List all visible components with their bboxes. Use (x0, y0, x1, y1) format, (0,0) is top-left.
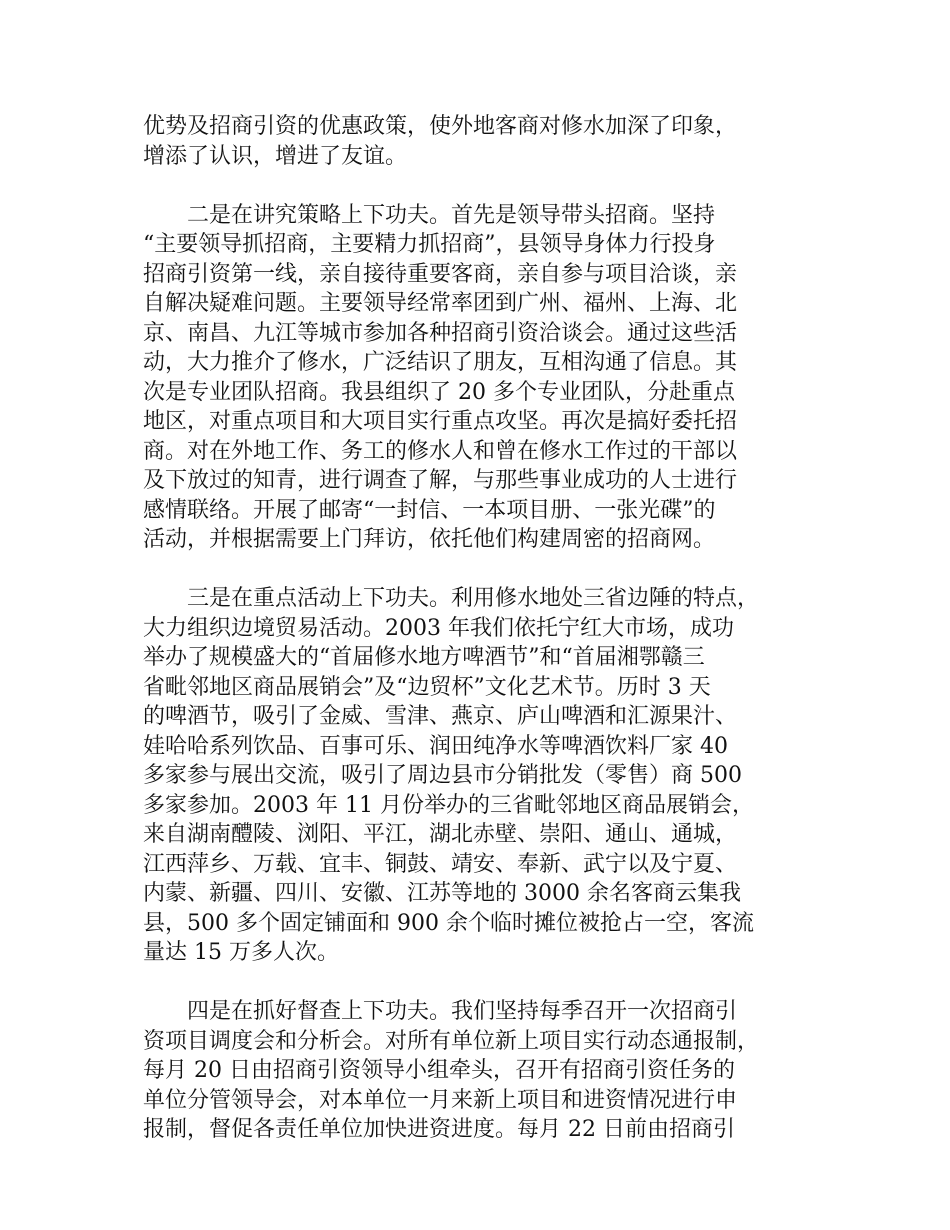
text-line: 动，大力推介了修水，广泛结识了朋友，互相沟通了信息。其 (143, 350, 738, 375)
text-line: 优势及招商引资的优惠政策，使外地客商对修水加深了印象， (143, 114, 738, 139)
text-line: 的啤酒节，吸引了金威、雪津、燕京、庐山啤酒和汇源果汁、 (143, 704, 738, 729)
paragraph-2 (143, 201, 823, 555)
text-line: 次是专业团队招商。我县组织了 20 多个专业团队，分赴重点 (143, 379, 735, 405)
text-line: 及下放过的知青，进行调查了解，与那些事业成功的人士进行 (143, 468, 738, 493)
text-line: 单位分管领导会，对本单位一月来新上项目和进资情况进行申 (143, 1087, 738, 1113)
text-line: 四是在抓好督查上下功夫。我们坚持每季召开一次招商引 (143, 999, 738, 1024)
text-line: 量达 15 万多人次。 (143, 940, 339, 965)
text-line: 自解决疑难问题。主要领导经常率团到广州、福州、上海、北 (143, 291, 738, 316)
text-line: 二是在讲究策略上下功夫。首先是领导带头招商。坚持 (143, 202, 716, 228)
text-line: 县，500 多个固定铺面和 900 余个临时摊位被抢占一空，客流 (143, 910, 754, 936)
text-line: 活动，并根据需要上门拜访，依托他们构建周密的招商网。 (143, 527, 716, 552)
paragraph-1 (143, 112, 823, 171)
text-line: “主要领导抓招商，主要精力抓招商”，县领导身体力行投身 (143, 232, 716, 257)
text-line: 商。对在外地工作、务工的修水人和曾在修水工作过的干部以 (143, 438, 738, 464)
text-line: 地区，对重点项目和大项目实行重点攻坚。再次是搞好委托招 (143, 409, 738, 434)
text-line: 来自湖南醴陵、浏阳、平江，湖北赤壁、崇阳、通山、通城， (143, 822, 738, 847)
text-line: 三是在重点活动上下功夫。利用修水地处三省边陲的特点， (143, 586, 760, 611)
text-line: 内蒙、新疆、四川、安徽、江苏等地的 3000 余名客商云集我 (143, 881, 741, 906)
text-line: 多家参加。2003 年 11 月份举办的三省毗邻地区商品展销会， (143, 792, 754, 818)
text-line: 大力组织边境贸易活动。2003 年我们依托宁红大市场，成功 (143, 615, 734, 641)
text-line: 江西萍乡、万载、宜丰、铜鼓、靖安、奉新、武宁以及宁夏、 (143, 851, 738, 877)
text-line: 报制，督促各责任单位加快进资进度。每月 22 日前由招商引 (143, 1117, 735, 1142)
text-line: 资项目调度会和分析会。对所有单位新上项目实行动态通报制， (143, 1028, 760, 1054)
text-line: 娃哈哈系列饮品、百事可乐、润田纯净水等啤酒饮料厂家 40 (143, 733, 728, 759)
text-line: 省毗邻地区商品展销会”及“边贸杯”文化艺术节。历时 3 天 (143, 674, 711, 700)
paragraph-4 (143, 997, 823, 1145)
text-line: 每月 20 日由招商引资领导小组牵头，召开有招商引资任务的 (143, 1058, 735, 1083)
text-line: 京、南昌、九江等城市参加各种招商引资洽谈会。通过这些活 (143, 320, 738, 346)
text-line: 增添了认识，增进了友谊。 (143, 143, 408, 169)
text-line: 感情联络。开展了邮寄“一封信、一本项目册、一张光碟”的 (143, 497, 716, 523)
text-line: 招商引资第一线，亲自接待重要客商，亲自参与项目洽谈，亲 (143, 261, 738, 287)
text-line: 举办了规模盛大的“首届修水地方啤酒节”和“首届湘鄂赣三 (143, 645, 705, 670)
text-line: 多家参与展出交流，吸引了周边县市分销批发（零售）商 500 (143, 763, 742, 788)
paragraph-3 (143, 584, 823, 968)
document-body (143, 112, 823, 1174)
